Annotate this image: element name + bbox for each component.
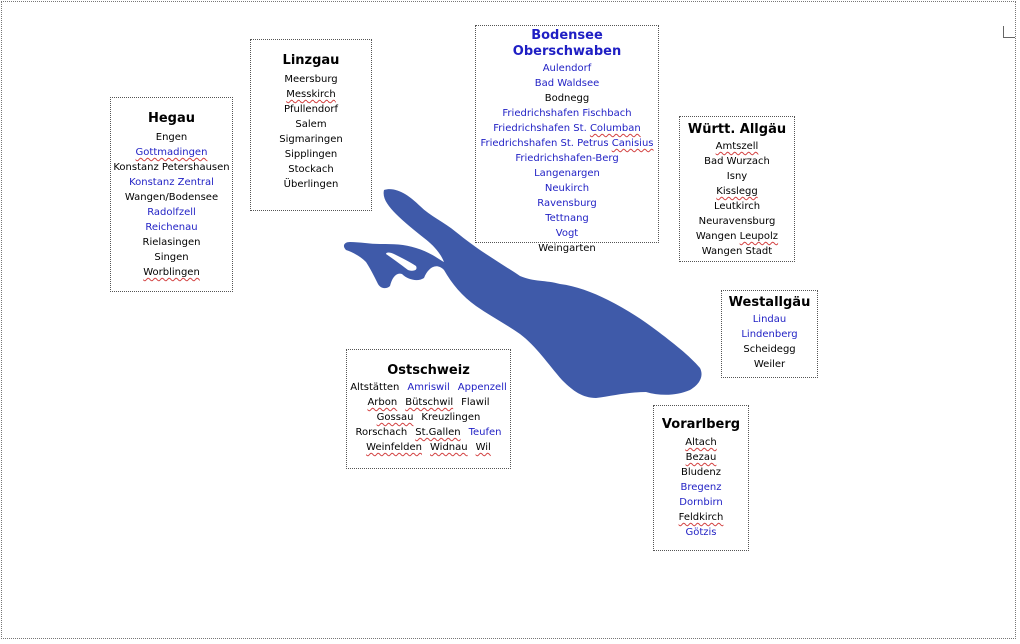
place-item[interactable]: Radolfzell (147, 207, 196, 218)
region-westallgaeu (721, 290, 818, 378)
place-item: Scheidegg (743, 344, 796, 355)
place-item: Arbon (367, 397, 398, 408)
place-item: Bludenz (680, 467, 722, 478)
place-item[interactable]: Friedrichshafen-Berg (515, 153, 619, 164)
region-title: Bodensee Oberschwaben (512, 28, 622, 59)
place-item[interactable]: Friedrichshafen St. Petrus Canisius (480, 138, 654, 149)
place-item[interactable]: Weinfelden (366, 442, 422, 453)
place-item: Überlingen (283, 179, 339, 190)
place-item: Singen (154, 252, 189, 263)
place-item: Altstätten (350, 382, 400, 393)
place-item: Wangen Leupolz (695, 231, 779, 242)
place-item[interactable]: Bad Waldsee (534, 78, 600, 89)
place-item: Bezau (685, 452, 717, 463)
place-item[interactable]: Bütschwil (405, 397, 454, 408)
place-item[interactable]: Reichenau (145, 222, 198, 233)
place-list (680, 139, 794, 259)
place-row (347, 380, 510, 395)
place-item: Neuravensburg (698, 216, 776, 227)
place-item: Leutkirch (713, 201, 761, 212)
place-item: Wangen Stadt (701, 246, 773, 257)
place-item[interactable]: Konstanz Zentral (129, 177, 214, 188)
region-title: Ostschweiz (387, 363, 470, 378)
place-item: Altach (685, 437, 717, 448)
place-item[interactable]: Dornbirn (679, 497, 723, 508)
place-item: Messkirch (286, 89, 336, 100)
region-title: Vorarlberg (661, 417, 741, 432)
place-item: St.Gallen (415, 427, 461, 438)
place-item: Konstanz Petershausen (113, 162, 230, 173)
place-item: Feldkirch (678, 512, 724, 523)
place-grid (347, 380, 510, 455)
place-item: Bad Wurzach (704, 156, 770, 167)
region-wuertt-allgaeu (679, 116, 795, 262)
place-list (111, 130, 232, 280)
place-item: Worblingen (143, 267, 200, 278)
place-item[interactable]: Langenargen (534, 168, 600, 179)
place-item: Stockach (288, 164, 334, 175)
place-item: Rielasingen (142, 237, 201, 248)
place-item[interactable]: Ravensburg (537, 198, 597, 209)
place-item: Kreuzlingen (421, 412, 481, 423)
region-vorarlberg (653, 405, 749, 551)
region-hegau (110, 97, 233, 292)
place-item[interactable]: Aulendorf (542, 63, 592, 74)
region-title: Hegau (147, 111, 196, 126)
place-item[interactable]: Neukirch (544, 183, 590, 194)
place-list (251, 72, 371, 192)
place-list (476, 61, 658, 256)
place-item: Kisslegg (716, 186, 758, 197)
place-item[interactable]: Friedrichshafen St. Columban (493, 123, 641, 134)
place-item[interactable]: Widnau (430, 442, 468, 453)
place-item[interactable]: Tettnang (545, 213, 589, 224)
place-item: Wangen/Bodensee (124, 192, 219, 203)
place-item: Flawil (461, 397, 490, 408)
place-item[interactable]: Bregenz (680, 482, 722, 493)
place-item[interactable]: Friedrichshafen Fischbach (502, 108, 632, 119)
region-title: Westallgäu (728, 295, 811, 310)
place-item: Pfullendorf (283, 104, 339, 115)
place-list (654, 435, 748, 540)
place-item: Bodnegg (544, 93, 590, 104)
place-item[interactable]: Amriswil (407, 382, 450, 393)
place-row (347, 440, 510, 455)
place-item: Engen (155, 132, 188, 143)
place-item: Isny (726, 171, 748, 182)
place-row (347, 410, 510, 425)
place-row (347, 395, 510, 410)
place-item: Rorschach (355, 427, 408, 438)
place-item: Sigmaringen (279, 134, 343, 145)
region-title: Linzgau (282, 53, 340, 68)
place-item[interactable]: Vogt (555, 228, 579, 239)
place-item[interactable]: Wil (475, 442, 491, 453)
place-item[interactable]: Lindau (752, 314, 787, 325)
place-item[interactable]: Götzis (685, 527, 717, 538)
place-item[interactable]: Lindenberg (741, 329, 798, 340)
region-ostschweiz (346, 349, 511, 469)
place-item[interactable]: Gossau (376, 412, 414, 423)
place-item: Weingarten (538, 243, 596, 254)
place-item: Sipplingen (284, 149, 338, 160)
place-item[interactable]: Teufen (468, 427, 502, 438)
place-row (347, 425, 510, 440)
place-item: Amtszell (715, 141, 759, 152)
place-item: Meersburg (284, 74, 338, 85)
region-bodensee-oberschwaben (475, 25, 659, 254)
place-item: Salem (295, 119, 327, 130)
place-item: Weiler (753, 359, 786, 370)
place-item[interactable]: Gottmadingen (135, 147, 208, 158)
region-title: Württ. Allgäu (687, 122, 787, 137)
region-linzgau (250, 39, 372, 211)
place-item[interactable]: Appenzell (457, 382, 507, 393)
place-list (722, 312, 817, 372)
